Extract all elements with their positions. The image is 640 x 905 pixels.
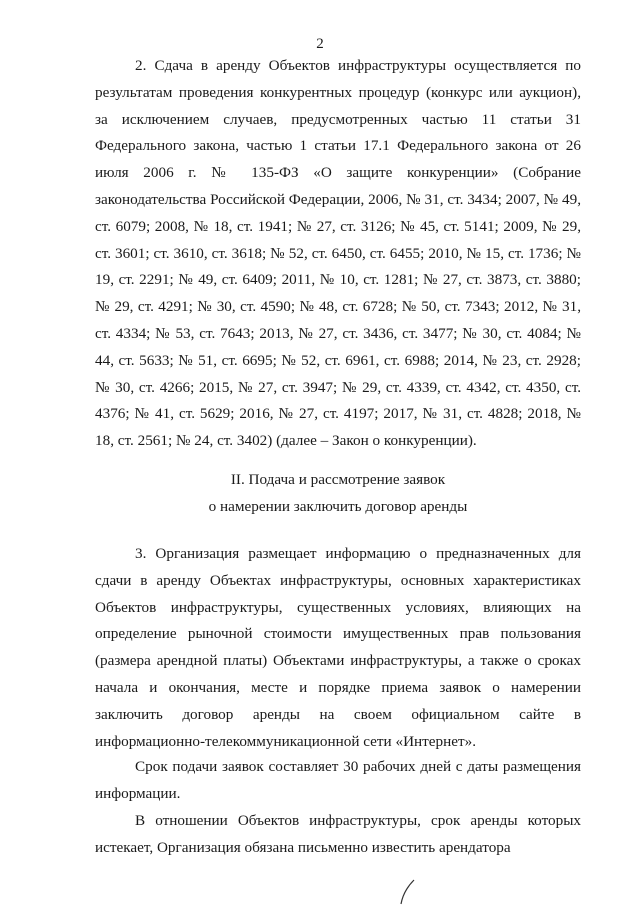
signature-stroke-icon: [398, 878, 418, 905]
paragraph-deadline: Срок подачи заявок составляет 30 рабочих дней с даты размещения информации.: [95, 758, 581, 802]
section-heading-line-1: II. Подача и рассмотрение заявок: [230, 471, 446, 488]
section-heading-line-2: о намерении заключить договор аренды: [208, 497, 468, 515]
section-heading: [95, 467, 581, 521]
page-number: 2: [316, 36, 324, 52]
paragraph-3: 3. Организация размещает информацию о предназначенных для сдачи в аренду Объектах инфраструктуры, основных характеристиках Объектов инфраструктуры, существенных условиях, влияющих на определение рыночной стоимости имущественных прав пользования (размера арендной платы) Объектами инфраструктуры, а также о сроках начала и окончания, месте и порядке приема заявок о намерении заключить договор аренды на своем официальном сайте в информационно-телекоммуникационной сети «Интернет».: [95, 545, 581, 750]
paragraph-expiring-lease: В отношении Объектов инфраструктуры, срок аренды которых истекает, Организация обязана письменно известить арендатора: [95, 812, 581, 856]
paragraph-2: 2. Сдача в аренду Объектов инфраструктуры осуществляется по результатам проведения конкурентных процедур (конкурс или аукцион), за исключением случаев, предусмотренных частью 11 статьи 31 Федерального закона, частью 1 статьи 17.1 Федерального закона от 26 июля 2006 г. № 135-ФЗ «О защите конкуренции» (Собрание законодательства Российской Федерации, 2006, № 31, ст. 3434; 2007, № 49, ст. 6079; 2008, № 18, ст. 1941; № 27, ст. 3126; № 45, ст. 5141; 2009, № 29, ст. 3601; ст. 3610, ст. 3618; № 52, ст. 6450, ст. 6455; 2010, № 15, ст. 1736; № 19, ст. 2291; № 49, ст. 6409; 2011, № 10, ст. 1281; № 27, ст. 3873, ст. 3880; № 29, ст. 4291; № 30, ст. 4590; № 48, ст. 6728; № 50, ст. 7343; 2012, № 31, ст. 4334; № 53, ст. 7643; 2013, № 27, ст. 3436, ст. 3477; № 30, ст. 4084; № 44, ст. 5633; № 51, ст. 6695; № 52, ст. 6961, ст. 6988; 2014, № 23, ст. 2928; № 30, ст. 4266; 2015, № 27, ст. 3947; № 29, ст. 4339, ст. 4342, ст. 4350, ст. 4376; № 41, ст. 5629; 2016, № 27, ст. 4197; 2017, № 31, ст. 4828; 2018, № 18, ст. 2561; № 24, ст. 3402) (далее – Закон о конкуренции).: [95, 57, 581, 450]
